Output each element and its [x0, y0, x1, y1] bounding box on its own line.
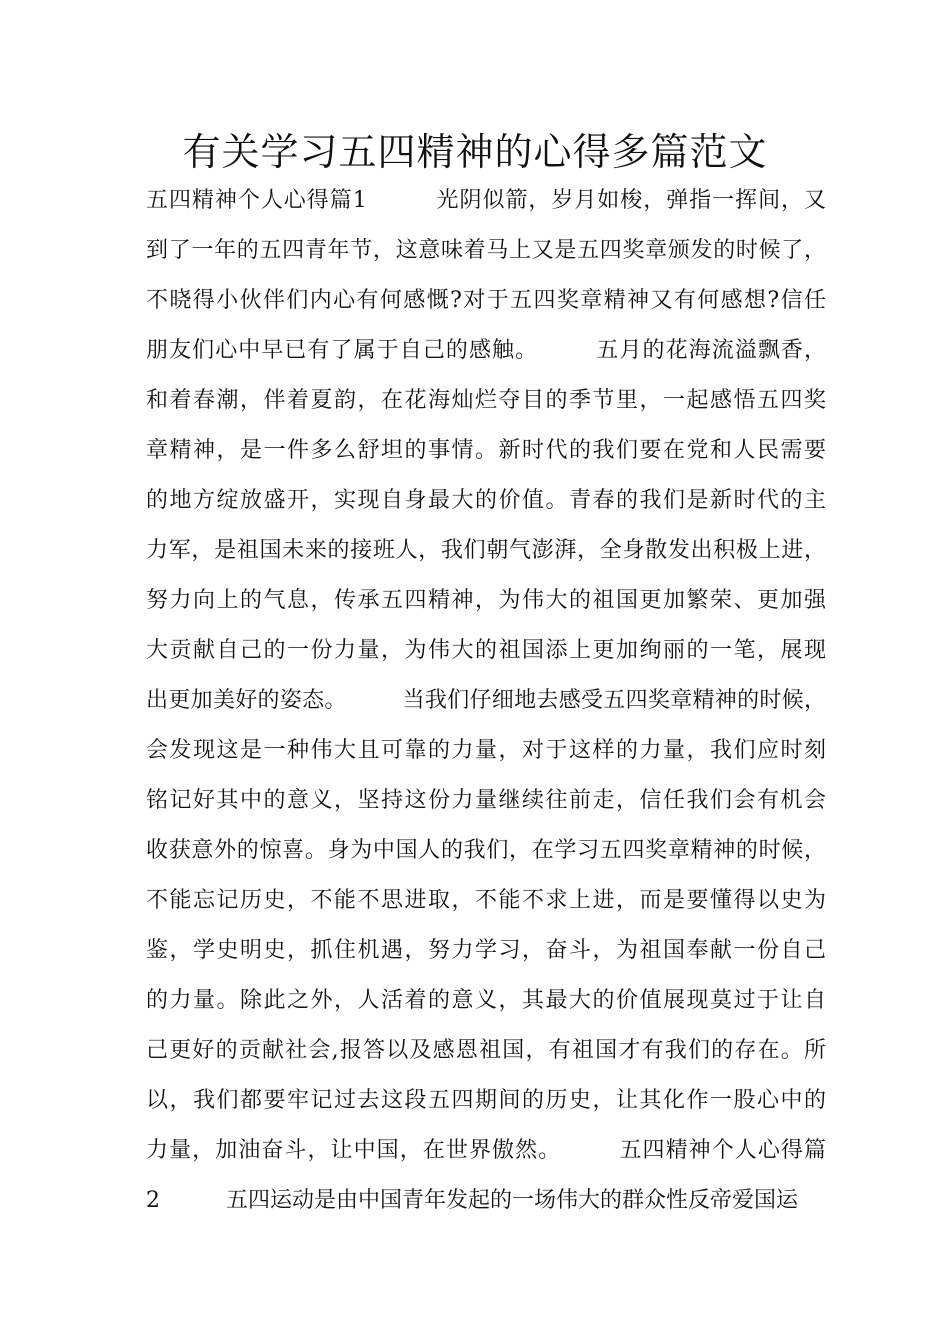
body-line: 鉴，学史明史，抓住机遇，努力学习，奋斗，为祖国奉献一份自己: [146, 938, 826, 963]
body-line: 不晓得小伙伴们内心有何感慨?对于五四奖章精神又有何感想?信任: [146, 288, 826, 313]
body-line: 到了一年的五四青年节，这意味着马上又是五四奖章颁发的时候了，: [146, 238, 826, 263]
body-line: 的力量。除此之外，人活着的意义，其最大的价值展现莫过于让自: [146, 988, 826, 1013]
body-line: 大贡献自己的一份力量，为伟大的祖国添上更加绚丽的一笔，展现: [146, 638, 826, 663]
body-line: 和着春潮，伴着夏韵，在花海灿烂夺目的季节里，一起感悟五四奖: [146, 388, 826, 413]
body-line: 章精神，是一件多么舒坦的事情。新时代的我们要在党和人民需要: [146, 438, 826, 463]
body-line: 收获意外的惊喜。身为中国人的我们，在学习五四奖章精神的时候，: [146, 838, 826, 863]
body-line: 的地方绽放盛开，实现自身最大的价值。青春的我们是新时代的主: [146, 488, 826, 513]
body-line: 努力向上的气息，传承五四精神，为伟大的祖国更加繁荣、更加强: [146, 588, 826, 613]
body-line: 力量，加油奋斗，让中国，在世界傲然。 五四精神个人心得篇: [146, 1138, 826, 1163]
body-line: 铭记好其中的意义，坚持这份力量继续往前走，信任我们会有机会: [146, 788, 826, 813]
body-line: 出更加美好的姿态。 当我们仔细地去感受五四奖章精神的时候，: [146, 688, 826, 713]
body-line: 不能忘记历史，不能不思进取，不能不求上进，而是要懂得以史为: [146, 888, 826, 913]
body-line: 2 五四运动是由中国青年发起的一场伟大的群众性反帝爱国运: [146, 1188, 798, 1213]
body-line: 己更好的贡献社会,报答以及感恩祖国，有祖国才有我们的存在。所: [146, 1038, 826, 1063]
body-line: 力军，是祖国未来的接班人，我们朝气澎湃，全身散发出积极上进，: [146, 538, 826, 563]
body-line: 以，我们都要牢记过去这段五四期间的历史，让其化作一股心中的: [146, 1088, 826, 1113]
page-title: 有关学习五四精神的心得多篇范文: [182, 130, 768, 174]
body-line: 会发现这是一种伟大且可靠的力量，对于这样的力量，我们应时刻: [146, 738, 826, 763]
body-line: 朋友们心中早已有了属于自己的感触。 五月的花海流溢飘香，: [146, 338, 826, 363]
body-line: 五四精神个人心得篇1 光阴似箭，岁月如梭，弹指一挥间，又: [146, 188, 826, 213]
